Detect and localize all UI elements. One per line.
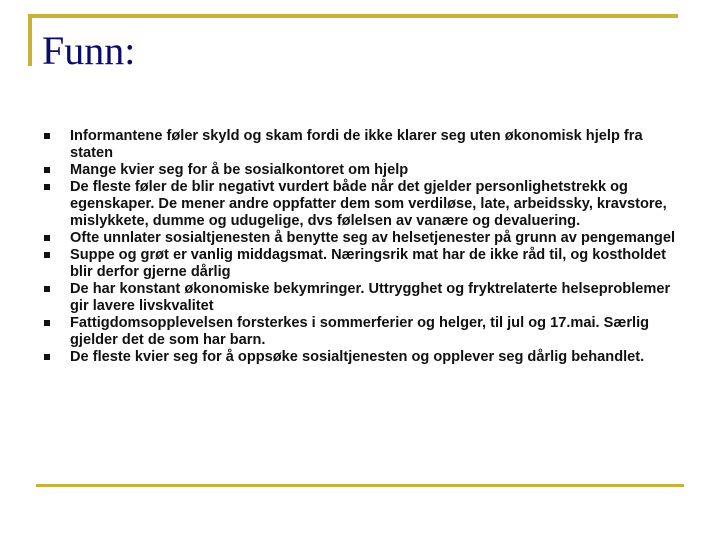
decorative-bottom-line bbox=[36, 484, 684, 487]
bullet-text: Mange kvier seg for å be sosialkontoret om hjelp bbox=[70, 162, 409, 178]
bullet-item bbox=[36, 315, 686, 349]
bullet-item bbox=[36, 230, 686, 247]
bullet-item bbox=[36, 162, 686, 179]
bullet-text: Fattigdomsopplevelsen forsterkes i sommerferier og helger, til jul og 17.mai. Særlig gjelder det de som har barn. bbox=[70, 315, 650, 348]
bullet-text: Informantene føler skyld og skam fordi de ikke klarer seg uten økonomisk hjelp fra staten bbox=[70, 128, 643, 161]
bullet-item bbox=[36, 247, 686, 281]
square-bullet-icon bbox=[44, 167, 50, 173]
bullet-text: De fleste føler de blir negativt vurdert både når det gjelder personlighetstrekk og egenskaper. De mener andre oppfatter dem som verdiløse, late, arbeidssky, kravstore, mislykkete, dumme og udugelige, dvs følelsen av vanære og devaluering. bbox=[70, 179, 667, 229]
decorative-frame-top-line bbox=[28, 14, 678, 18]
bullet-text: Suppe og grøt er vanlig middagsmat. Næringsrik mat har de ikke råd til, og kostholdet blir derfor gjerne dårlig bbox=[70, 247, 667, 280]
bullet-text: De har konstant økonomiske bekymringer. Uttrygghet og fryktrelaterte helseproblemer gir lavere livskvalitet bbox=[70, 281, 671, 314]
bullet-item bbox=[36, 179, 686, 230]
bullet-text: Ofte unnlater sosialtjenesten å benytte seg av helsetjenester på grunn av pengemangel bbox=[70, 230, 676, 246]
square-bullet-icon bbox=[44, 235, 50, 241]
square-bullet-icon bbox=[44, 133, 50, 139]
square-bullet-icon bbox=[44, 286, 50, 292]
bullet-list bbox=[36, 128, 686, 366]
square-bullet-icon bbox=[44, 184, 50, 190]
bullet-text: De fleste kvier seg for å oppsøke sosialtjenesten og opplever seg dårlig behandlet. bbox=[70, 349, 645, 365]
bullet-item bbox=[36, 349, 686, 366]
bullet-item bbox=[36, 128, 686, 162]
slide-title: Funn: bbox=[42, 28, 136, 73]
square-bullet-icon bbox=[44, 354, 50, 360]
square-bullet-icon bbox=[44, 320, 50, 326]
square-bullet-icon bbox=[44, 252, 50, 258]
decorative-frame-left-line bbox=[28, 14, 32, 66]
bullet-item bbox=[36, 281, 686, 315]
